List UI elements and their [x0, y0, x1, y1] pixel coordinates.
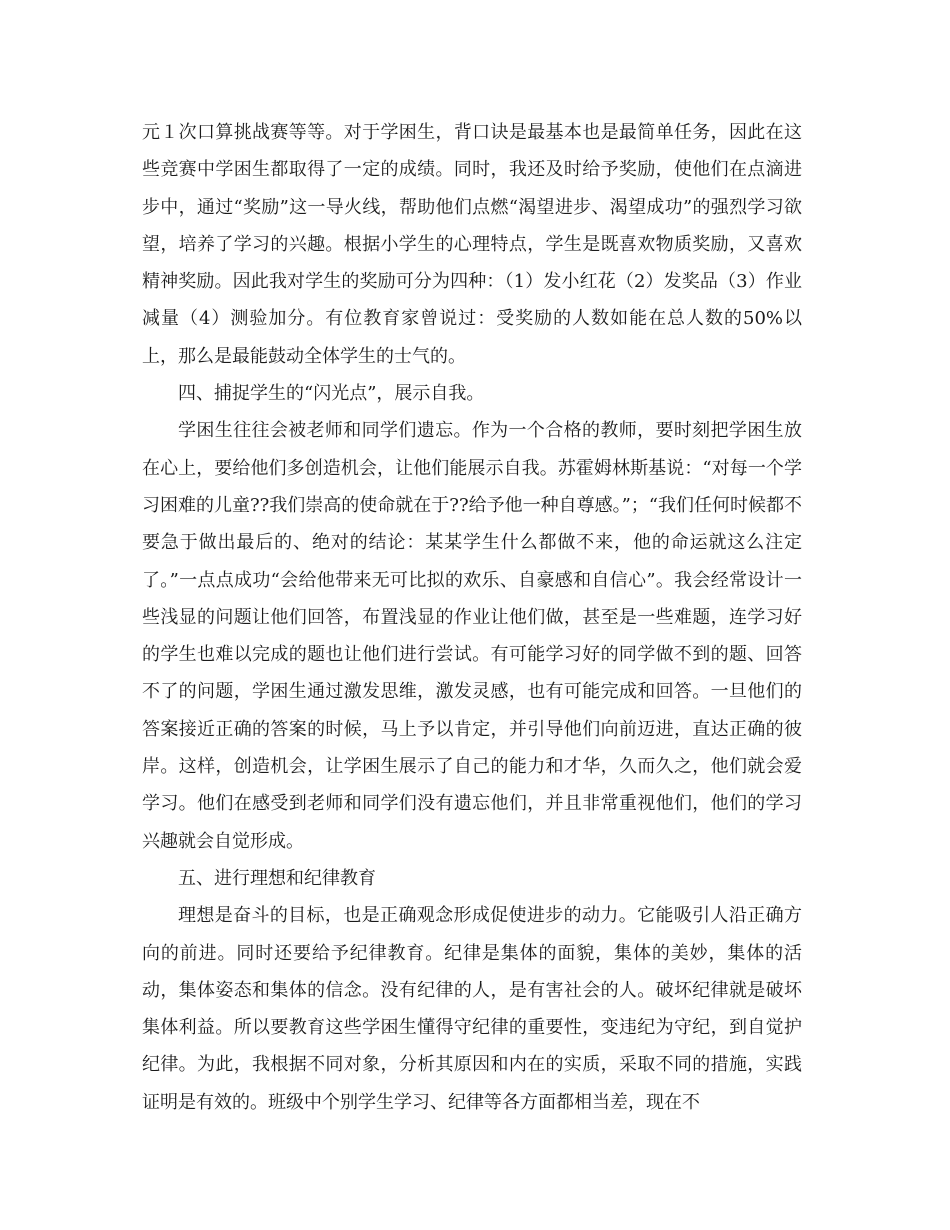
document-body	[142, 114, 802, 1121]
section-heading-ideals-discipline: 五、进行理想和纪律教育	[178, 867, 376, 889]
paragraph-discipline: 理想是奋斗的目标，也是正确观念形成促使进步的动力。它能吸引人沿正确方向的前进。同时还要给予纪律教育。纪律是集体的面貌，集体的美妙，集体的活动，集体姿态和集体的信念。没有纪律的人，是有害社会的人。破坏纪律就是破坏集体利益。所以要教育这些学困生懂得守纪律的重要性，变违纪为守纪，到自觉护纪律。为此，我根据不同对象，分析其原因和内在的实质，采取不同的措施，实践证明是有效的。班级中个别学生学习、纪律等各方面都相当差，现在不	[142, 905, 802, 1113]
paragraph-rewards: 元１次口算挑战赛等等。对于学困生，背口诀是最基本也是最简单任务，因此在这些竞赛中学困生都取得了一定的成绩。同时，我还及时给予奖励，使他们在点滴进步中，通过“奖励”这一导火线，帮助他们点燃“渴望进步、渴望成功”的强烈学习欲望，培养了学习的兴趣。根据小学生的心理特点，学生是既喜欢物质奖励，又喜欢精神奖励。因此我对学生的奖励可分为四种：（1）发小红花（2）发奖品（3）作业减量（4）测验加分。有位教育家曾说过：受奖励的人数如能在总人数的50%以上，那么是最能鼓动全体学生的士气的。	[142, 122, 802, 367]
paragraph-self-expression: 学困生往往会被老师和同学们遗忘。作为一个合格的教师，要时刻把学困生放在心上，要给他们多创造机会，让他们能展示自我。苏霍姆林斯基说：“对每一个学习困难的儿童??我们崇高的使命就在于??给予他一种自尊感。”；“我们任何时候都不要急于做出最后的、绝对的结论：某某学生什么都做不来，他的命运就这么注定了。”一点点成功“会给他带来无可比拟的欢乐、自豪感和自信心”。我会经常设计一些浅显的问题让他们回答，布置浅显的作业让他们做，甚至是一些难题，连学习好的学生也难以完成的题也让他们进行尝试。有可能学习好的同学做不到的题、回答不了的问题，学困生通过激发思维，激发灵感，也有可能完成和回答。一旦他们的答案接近正确的答案的时候，马上予以肯定，并引导他们向前迈进，直达正确的彼岸。这样，创造机会，让学困生展示了自己的能力和才华，久而久之，他们就会爱学习。他们在感受到老师和同学们没有遗忘他们，并且非常重视他们，他们的学习兴趣就会自觉形成。	[142, 420, 803, 852]
section-heading-highlights: 四、捕捉学生的“闪光点”，展示自我。	[178, 383, 485, 405]
